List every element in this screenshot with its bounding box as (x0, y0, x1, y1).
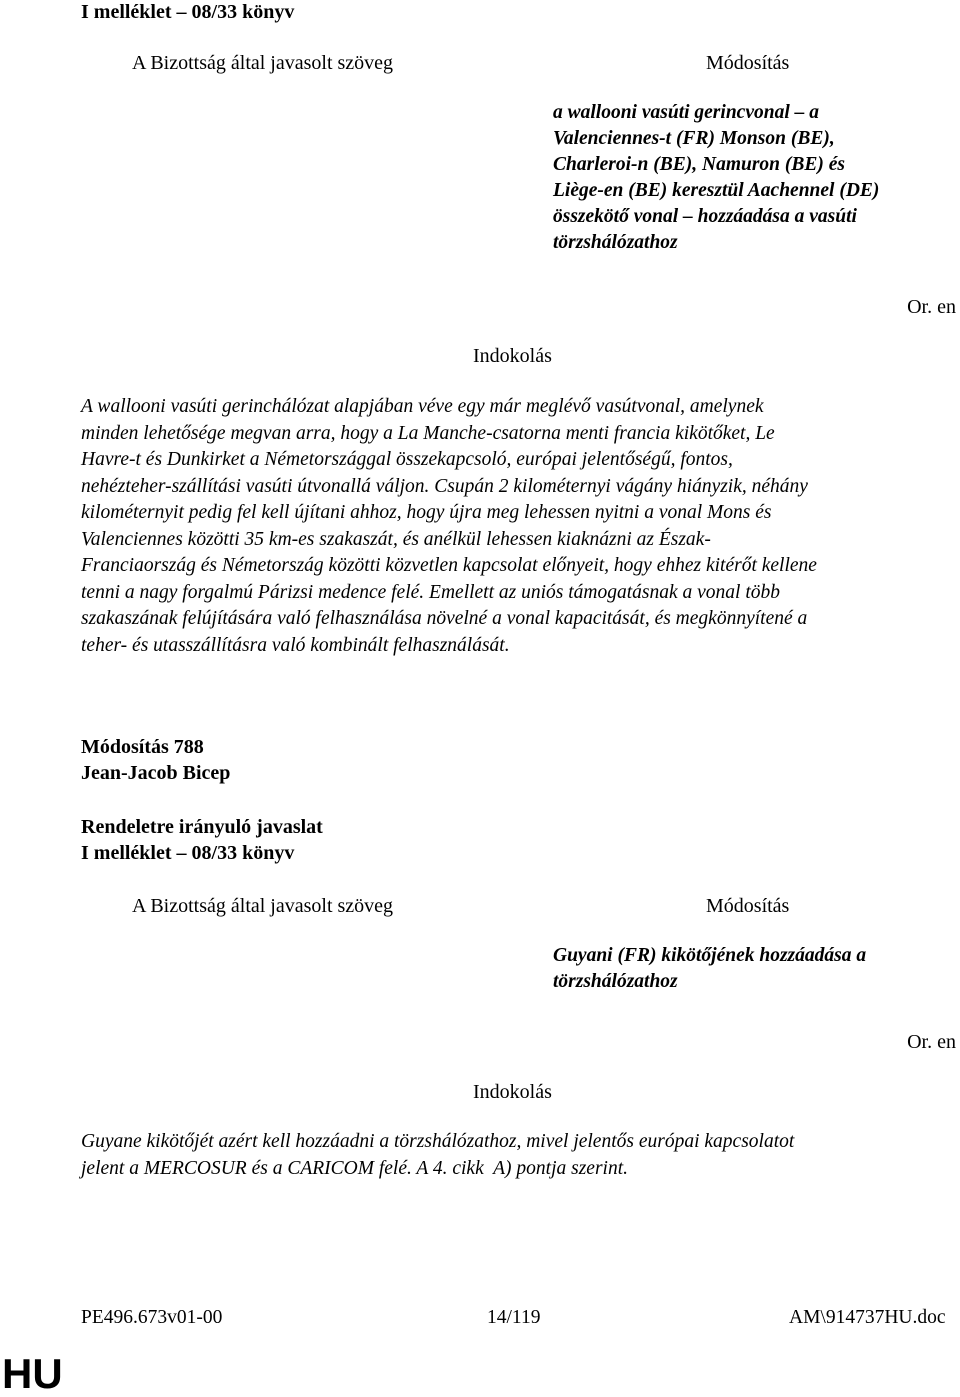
text-line (81, 421, 960, 448)
proposal-label: Rendeletre irányuló javaslat (81, 816, 323, 838)
justification-text (81, 394, 960, 659)
amendment-text (553, 100, 879, 256)
column-header-amendment: Módosítás (706, 895, 790, 917)
text-line (81, 527, 960, 554)
original-language: Or. en (907, 1031, 956, 1053)
footer-page-number: 14/119 (487, 1307, 541, 1328)
text-segment: kilométernyit pedig fel kell újítani ahhoz, hogy újra meg lehessen nyitni a vonal Mons és (81, 502, 772, 523)
text-line: Guyani (FR) kikötőjének hozzáadása a (553, 945, 867, 966)
text-segment: Franciaország és Németország közötti közvetlen kapcsolat előnyeit, hogy ehhez kitérőt kellene (81, 555, 817, 576)
section-heading: I melléklet – 08/33 könyv (81, 842, 295, 864)
justification-title: Indokolás (473, 1081, 552, 1103)
text-line: jelent a MERCOSUR és a CARICOM felé. A 4. cikk A) pontja szerint. (81, 1157, 628, 1179)
text-line (81, 447, 960, 474)
text-segment: nehézteher-szállítási vasúti útvonallá váljon. (81, 475, 435, 497)
text-line: Valenciennes-t (FR) Monson (BE), (553, 128, 835, 149)
text-line: törzshálózathoz (553, 232, 678, 253)
column-header-amendment: Módosítás (706, 52, 790, 74)
text-segment: Emellett az uniós támogatásnak a vonal több (429, 581, 781, 603)
text-segment: tenni a nagy forgalmú Párizsi medence felé. (81, 581, 430, 603)
text-line (81, 474, 960, 501)
column-header-commission-text: A Bizottság által javasolt szöveg (132, 895, 394, 917)
language-code: HU (2, 1350, 63, 1397)
text-line: törzshálózathoz (553, 971, 678, 992)
original-language: Or. en (907, 296, 956, 318)
footer-document-ref: PE496.673v01-00 (81, 1307, 223, 1328)
text-segment: A wallooni vasúti gerinchálózat alapjában véve egy már meglévő vasútvonal, amelynek (81, 396, 764, 417)
text-segment: Csupán 2 kilométernyi vágány hiányzik, néhány (434, 475, 808, 497)
text-line (81, 500, 960, 527)
text-line: összekötő vonal – hozzáadása a vasúti (553, 206, 857, 227)
text-line (81, 580, 960, 607)
column-header-commission-text: A Bizottság által javasolt szöveg (132, 52, 394, 74)
text-segment: teher- és utasszállításra való kombinált felhasználását. (81, 634, 510, 656)
justification-text (81, 1129, 960, 1182)
amendment-author: Jean-Jacob Bicep (81, 762, 231, 784)
text-line: Charleroi-n (BE), Namuron (BE) és (553, 154, 846, 175)
text-line (81, 553, 960, 580)
text-line: a wallooni vasúti gerincvonal – a (553, 102, 819, 123)
text-segment: Valenciennes közötti 35 km-es szakaszát, és anélkül lehessen kiaknázni az Észak- (81, 528, 711, 550)
amendment-number: Módosítás 788 (81, 736, 204, 758)
text-line (81, 394, 960, 421)
text-line (81, 633, 960, 660)
text-segment: szakaszának felújítására való felhasználása növelné a vonal kapacitását, és megkönnyítené a (81, 608, 808, 629)
text-line: Guyane kikötőjét azért kell hozzáadni a törzshálózathoz, mivel jelentős európai kapcsolatot (81, 1131, 795, 1152)
section-heading: I melléklet – 08/33 könyv (81, 1, 295, 23)
amendment-text (553, 943, 866, 995)
footer-file-name: AM\914737HU.doc (789, 1307, 946, 1328)
justification-title: Indokolás (473, 345, 552, 367)
text-segment: minden lehetősége megvan arra, hogy a La Manche-csatorna menti francia kikötőket, Le (81, 422, 775, 444)
text-segment: Havre-t és Dunkirket a Németországgal összekapcsoló, európai jelentőségű, fontos, (81, 449, 733, 470)
text-line: Liège-en (BE) keresztül Aachennel (DE) (553, 180, 880, 201)
text-line (81, 606, 960, 633)
